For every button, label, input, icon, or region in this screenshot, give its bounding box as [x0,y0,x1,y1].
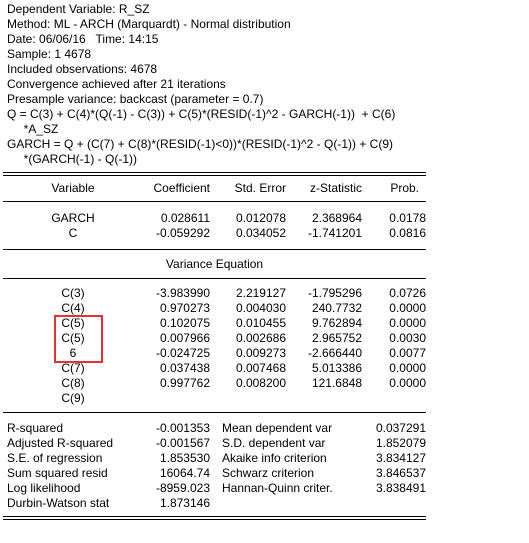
prob-value: 0.0816 [389,226,426,240]
coefficient-value: -0.059292 [155,226,210,240]
std-error-value: 2.219127 [235,286,286,300]
std-error-value: 0.009273 [235,346,286,360]
divider [3,175,426,176]
stat-value: 3.846537 [375,466,426,480]
header-line: Date: 06/06/16 Time: 14:15 [7,32,159,46]
col-header-z-statistic: z-Statistic [309,181,362,195]
std-error-value: 0.002686 [235,331,286,345]
prob-value: 0.0030 [389,331,426,345]
stat-value: 3.838491 [375,481,426,495]
stat-label: Durbin-Watson stat [7,496,110,510]
std-error-value: 0.034052 [235,226,286,240]
coefficient-value: 0.037438 [159,361,210,375]
header-line: Q = C(3) + C(4)*(Q(-1) - C(3)) + C(5)*(RESID(-1)^2 - GARCH(-1)) + C(6) [7,107,396,121]
stat-value: 3.834127 [375,451,426,465]
variable-name: GARCH [51,211,95,225]
coefficient-value: 0.007966 [159,331,210,345]
header-line: Sample: 1 4678 [7,47,92,61]
std-error-value: 0.010455 [235,316,286,330]
stat-label: S.D. dependent var [222,436,326,450]
col-header-std-error: Std. Error [234,181,286,195]
z-statistic-value: 9.762894 [311,316,362,330]
highlight-annotation [54,315,103,363]
stat-label: Sum squared resid [7,466,108,480]
z-statistic-value: 2.965752 [311,331,362,345]
header-line: *A_SZ [7,122,59,136]
prob-value: 0.0000 [389,316,426,330]
variable-name: C(5) [61,316,85,330]
coefficient-value: 0.102075 [159,316,210,330]
prob-value: 0.0000 [389,376,426,390]
stat-value: 1.852079 [375,436,426,450]
col-header-coefficient: Coefficient [153,181,210,195]
std-error-value: 0.012078 [235,211,286,225]
coefficient-value: -3.983990 [155,286,210,300]
stat-label: S.E. of regression [7,451,103,465]
divider [3,278,426,279]
z-statistic-value: -1.795296 [307,286,362,300]
divider [3,249,426,250]
std-error-value: 0.008200 [235,376,286,390]
variable-name: C(3) [61,286,85,300]
z-statistic-value: 2.368964 [311,211,362,225]
header-line: Presample variance: backcast (parameter = 0.7) [7,92,264,106]
z-statistic-value: -2.666440 [307,346,362,360]
stat-value: 16064.74 [159,466,210,480]
coefficient-value: 0.997762 [159,376,210,390]
stat-label: Schwarz criterion [222,466,315,480]
variance-equation-title: Variance Equation [165,257,264,271]
prob-value: 0.0178 [389,211,426,225]
divider [3,172,426,173]
prob-value: 0.0077 [389,346,426,360]
divider [3,516,426,517]
std-error-value: 0.007468 [235,361,286,375]
variable-name: C(4) [61,301,85,315]
variable-name: C(5) [61,331,85,345]
prob-value: 0.0000 [389,361,426,375]
stat-value: -0.001567 [155,436,210,450]
coefficient-value: 0.970273 [159,301,210,315]
stat-value: 0.037291 [375,421,426,435]
variable-name: C(8) [61,376,85,390]
header-line: Included observations: 4678 [7,62,158,76]
z-statistic-value: 5.013386 [311,361,362,375]
variable-name: C(9) [61,391,85,405]
header-line: Method: ML - ARCH (Marquardt) - Normal distribution [7,17,291,31]
coefficient-value: 0.028611 [160,211,210,225]
stat-label: Log likelihood [7,481,81,495]
stat-label: Hannan-Quinn criter. [222,481,333,495]
z-statistic-value: -1.741201 [307,226,362,240]
stat-label: R-squared [7,421,64,435]
divider [3,412,426,413]
stat-value: 1.873146 [159,496,210,510]
variable-name: C(7) [61,361,85,375]
z-statistic-value: 121.6848 [311,376,362,390]
divider [3,519,426,520]
col-header-prob: Prob. [390,181,419,195]
header-line: GARCH = Q + (C(7) + C(8)*(RESID(-1)<0))*(RESID(-1)^2 - Q(-1)) + C(9) [7,137,394,151]
variable-name: C [68,226,78,240]
stat-value: 1.853530 [159,451,210,465]
coefficient-value: -0.024725 [155,346,210,360]
stat-label: Akaike info criterion [222,451,327,465]
z-statistic-value: 240.7732 [311,301,362,315]
header-line: Dependent Variable: R_SZ [7,2,150,16]
variable-name: 6 [69,346,77,360]
header-line: Convergence achieved after 21 iterations [7,77,226,91]
std-error-value: 0.004030 [235,301,286,315]
col-header-variable: Variable [51,181,95,195]
divider [3,201,426,202]
header-line: *(GARCH(-1) - Q(-1)) [7,152,137,166]
stat-label: Mean dependent var [222,421,333,435]
stat-label: Adjusted R-squared [7,436,114,450]
prob-value: 0.0000 [389,301,426,315]
stat-value: -8959.023 [155,481,210,495]
stat-value: -0.001353 [155,421,210,435]
prob-value: 0.0726 [389,286,426,300]
